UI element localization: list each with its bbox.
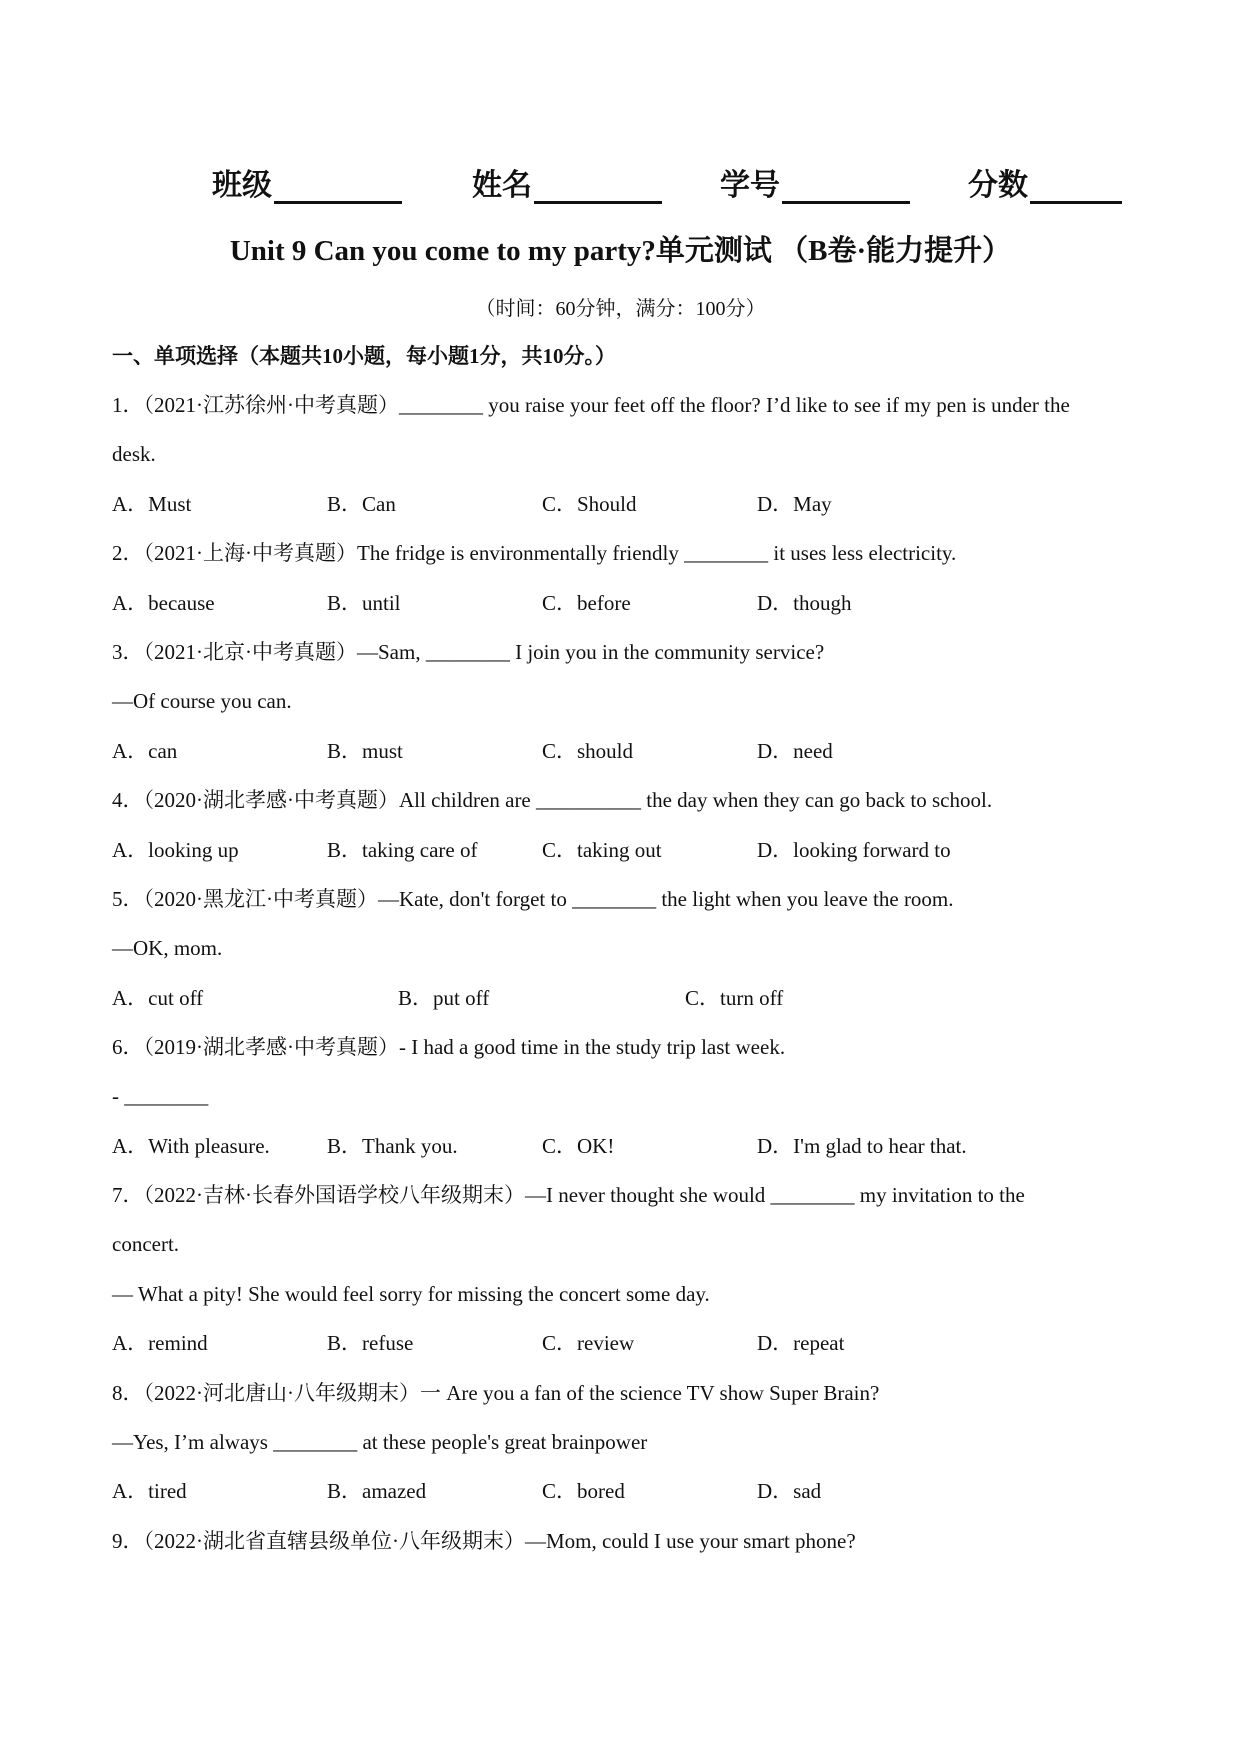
question-6-stem-cont: - ________ <box>112 1084 209 1108</box>
class-label: 班级 <box>212 168 272 203</box>
question-7-option-d[interactable]: D．repeat <box>757 1331 845 1355</box>
question-4-option-d[interactable]: D．looking forward to <box>757 838 951 862</box>
question-6-option-c[interactable]: C．OK! <box>542 1134 615 1158</box>
question-3-stem-cont: —Of course you can. <box>112 689 292 713</box>
exam-subtitle: （时间：60分钟，满分：100分） <box>475 298 766 320</box>
question-7-stem: 7．（2022·吉林·长春外国语学校八年级期末）—I never thought she would ________ my invitation to the <box>112 1183 1025 1207</box>
question-9-stem: 9．（2022·湖北省直辖县级单位·八年级期末）—Mom, could I use your smart phone? <box>112 1529 856 1553</box>
question-2-stem: 2．（2021·上海·中考真题）The fridge is environmentally friendly ________ it uses less electricity. <box>112 541 957 565</box>
class-field <box>212 160 402 204</box>
question-5-option-a[interactable]: A．cut off <box>112 986 204 1010</box>
student-id-label: 学号 <box>720 168 780 203</box>
score-label: 分数 <box>968 168 1028 203</box>
question-5-stem-cont: —OK, mom. <box>112 936 223 960</box>
question-1-stem-cont: desk. <box>112 442 156 466</box>
question-1-option-d[interactable]: D．May <box>757 492 832 516</box>
exam-title: Unit 9 Can you come to my party?单元测试 （B卷·能力提升） <box>229 235 1012 267</box>
question-6-option-b[interactable]: B．Thank you. <box>327 1134 458 1158</box>
score-blank[interactable] <box>1030 167 1122 204</box>
question-2-option-b[interactable]: B．until <box>327 591 401 615</box>
student-id-field <box>720 160 910 204</box>
student-info-fields <box>212 160 1132 204</box>
question-7-stem-cont: concert. <box>112 1232 180 1256</box>
question-7-option-c[interactable]: C．review <box>542 1331 635 1355</box>
question-6-option-d[interactable]: D．I'm glad to hear that. <box>757 1134 967 1158</box>
question-3-stem: 3．（2021·北京·中考真题）—Sam, ________ I join you in the community service? <box>112 640 825 664</box>
question-1-option-b[interactable]: B．Can <box>327 492 396 516</box>
question-3-option-c[interactable]: C．should <box>542 739 634 763</box>
score-field <box>968 160 1122 204</box>
question-3-option-a[interactable]: A．can <box>112 739 178 763</box>
question-8-option-c[interactable]: C．bored <box>542 1479 625 1503</box>
question-4-option-c[interactable]: C．taking out <box>542 838 662 862</box>
question-5-stem: 5．（2020·黑龙江·中考真题）—Kate, don't forget to ________ the light when you leave the room. <box>112 887 954 911</box>
class-blank[interactable] <box>274 167 402 204</box>
question-5-option-c[interactable]: C．turn off <box>685 986 784 1010</box>
question-8-option-a[interactable]: A．tired <box>112 1479 187 1503</box>
question-2-option-d[interactable]: D．though <box>757 591 852 615</box>
question-1-option-c[interactable]: C．Should <box>542 492 637 516</box>
student-id-blank[interactable] <box>782 167 910 204</box>
question-6-option-a[interactable]: A．With pleasure. <box>112 1134 270 1158</box>
question-4-option-b[interactable]: B．taking care of <box>327 838 478 862</box>
question-1-option-a[interactable]: A．Must <box>112 492 192 516</box>
question-7-option-a[interactable]: A．remind <box>112 1331 208 1355</box>
question-6-stem: 6．（2019·湖北孝感·中考真题）- I had a good time in the study trip last week. <box>112 1035 786 1059</box>
question-1-stem: 1．（2021·江苏徐州·中考真题）________ you raise your feet off the floor? I’d like to see if my pen is under the <box>112 393 1070 417</box>
question-8-option-d[interactable]: D．sad <box>757 1479 822 1503</box>
question-7-response: — What a pity! She would feel sorry for missing the concert some day. <box>112 1282 710 1306</box>
question-8-stem: 8．（2022·河北唐山·八年级期末）一 Are you a fan of the science TV show Super Brain? <box>112 1381 880 1405</box>
question-2-option-a[interactable]: A．because <box>112 591 215 615</box>
question-3-option-d[interactable]: D．need <box>757 739 833 763</box>
question-4-option-a[interactable]: A．looking up <box>112 838 239 862</box>
question-4-stem: 4．（2020·湖北孝感·中考真题）All children are __________ the day when they can go back to school. <box>112 788 993 812</box>
question-2-option-c[interactable]: C．before <box>542 591 631 615</box>
question-8-stem-cont: —Yes, I’m always ________ at these people's great brainpower <box>112 1430 648 1454</box>
question-5-option-b[interactable]: B．put off <box>398 986 490 1010</box>
question-7-option-b[interactable]: B．refuse <box>327 1331 414 1355</box>
name-blank[interactable] <box>534 167 662 204</box>
name-field <box>472 160 662 204</box>
question-8-option-b[interactable]: B．amazed <box>327 1479 427 1503</box>
name-label: 姓名 <box>472 168 532 203</box>
question-3-option-b[interactable]: B．must <box>327 739 403 763</box>
section-heading: 一、单项选择（本题共10小题，每小题1分，共10分。） <box>112 344 616 368</box>
